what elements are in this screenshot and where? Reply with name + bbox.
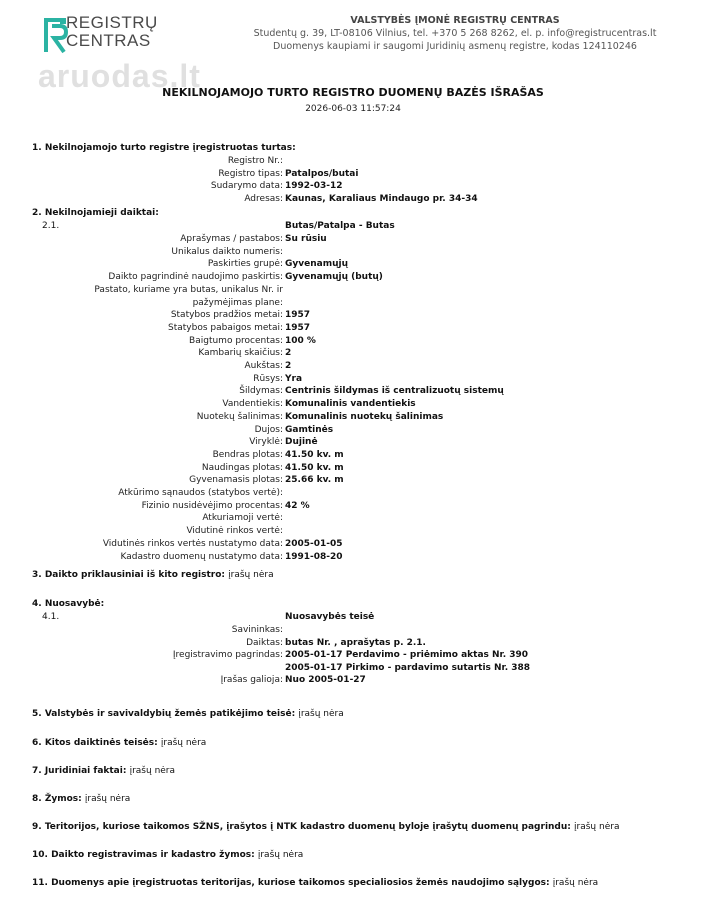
s4-row-label: Savininkas: (231, 625, 283, 635)
section-2-heading: 2. Nekilnojamieji daiktai: (32, 208, 159, 218)
s2-row-label: Baigtumo procentas: (189, 335, 283, 346)
s1-row-value: 1992-03-12 (285, 181, 343, 192)
s2-row-value: Gyvenamųjų (butų) (285, 272, 383, 283)
section-4-item-title: Nuosavybės teisė (285, 612, 375, 622)
s1-row-label: Registro tipas: (218, 168, 283, 179)
s2-row-value: Centrinis šildymas iš centralizuotų sistemų (285, 386, 504, 397)
s4-row-value: 2005-01-17 Perdavimo - priėmimo aktas Nr. 390 (285, 650, 529, 660)
s2-row-label: Viryklė: (249, 437, 283, 448)
section-4-heading: 4. Nuosavybė: (32, 599, 105, 609)
s2-row-value: 100 % (285, 335, 316, 346)
section-8 (32, 794, 130, 804)
s2-row-label: Aukštas: (244, 361, 283, 371)
org-note: Duomenys kaupiami ir saugomi Juridinių asmenų registre, kodas 124110246 (273, 41, 637, 52)
s4-row-value: Nuo 2005-01-27 (285, 675, 366, 685)
s2-row-value: Dujinė (285, 437, 318, 448)
org-name: VALSTYBĖS ĮMONĖ REGISTRŲ CENTRAS (350, 15, 560, 26)
section-5-heading: 5. Valstybės ir savivaldybių žemės patikėjimo teisė: (32, 709, 296, 719)
s1-row-label: Registro Nr.: (227, 156, 283, 166)
s2-row-label: Unikalus daikto numeris: (171, 246, 283, 257)
s2-row-value: Gamtinės (285, 424, 334, 435)
s2-row-label: Statybos pabaigos metai: (168, 322, 283, 333)
s2-row-value: Su rūsiu (285, 234, 327, 244)
section-2-item-number: 2.1. (42, 221, 60, 231)
section-11-heading: 11. Duomenys apie įregistruotas teritorijas, kuriose taikomos specialiosios žemės naudojimo sąlygos: (32, 878, 550, 888)
s2-row-value: 2005-01-05 (285, 538, 343, 549)
s2-row-label: Kambarių skaičius: (198, 348, 283, 359)
section-9-note: įrašų nėra (574, 822, 620, 832)
section-11 (32, 878, 598, 888)
document-title: NEKILNOJAMOJO TURTO REGISTRO DUOMENŲ BAZĖS IŠRAŠAS (162, 86, 544, 99)
section-6-note: įrašų nėra (160, 738, 207, 748)
section-1-heading: 1. Nekilnojamojo turto registre įregistruotas turtas: (32, 143, 296, 153)
section-9 (32, 822, 619, 832)
s2-row-label: Vidutinė rinkos vertė: (186, 526, 283, 537)
s4-row-value: 2005-01-17 Pirkimo - pardavimo sutartis Nr. 388 (285, 662, 531, 673)
s1-row-value: Kaunas, Karaliaus Mindaugo pr. 34-34 (285, 194, 478, 205)
section-8-note: įrašų nėra (84, 794, 131, 804)
s2-row-label: Atkuriamoji vertė: (202, 513, 283, 524)
section-2-item-title: Butas/Patalpa - Butas (285, 221, 395, 231)
s4-row-label: Įregistravimo pagrindas: (172, 650, 283, 660)
section-3-heading: 3. Daikto priklausiniai iš kito registro: (32, 570, 226, 580)
s2-row-label: Statybos pradžios metai: (170, 310, 283, 321)
s2-row-value: Komunalinis nuotekų šalinimas (285, 411, 444, 422)
section-3 (32, 570, 274, 580)
section-11-note: įrašų nėra (552, 878, 599, 888)
s2-row-label: Fizinio nusidėvėjimo procentas: (141, 500, 283, 511)
s2-row-value: 41.50 kv. m (285, 462, 344, 473)
s2-row-label: Aprašymas / pastabos: (180, 234, 283, 244)
section-10-note: įrašų nėra (257, 850, 304, 860)
section-4-item-number: 4.1. (42, 612, 60, 622)
logo-text-line2: CENTRAS (66, 31, 151, 50)
s2-row-label: Gyvenamasis plotas: (189, 475, 283, 486)
logo-text-line1: REGISTRŲ (66, 13, 158, 32)
s2-row-label: Naudingas plotas: (201, 462, 283, 473)
s1-row-label: Sudarymo data: (210, 181, 283, 192)
s2-row-value: 2 (285, 348, 292, 359)
s2-row-value: 41.50 kv. m (285, 449, 344, 460)
section-10-heading: 10. Daikto registravimas ir kadastro žymos: (32, 850, 255, 860)
section-9-heading: 9. Teritorijos, kuriose taikomos SŽNS, įrašytos į NTK kadastro duomenų byloje įrašytų duomenų pagrindu: (32, 822, 571, 832)
s2-row-value: 2 (285, 361, 292, 371)
s2-row-label: Kadastro duomenų nustatymo data: (120, 551, 283, 562)
s2-row-label: Atkūrimo sąnaudos (statybos vertė): (118, 488, 283, 498)
watermark: aruodas.lt (38, 58, 201, 94)
s2-row-value: 42 % (285, 500, 310, 511)
section-5-note: įrašų nėra (298, 709, 344, 719)
s1-row-value: Patalpos/butai (285, 168, 359, 179)
section-6 (32, 738, 206, 748)
org-address: Studentų g. 39, LT-08106 Vilnius, tel. +370 5 268 8262, el. p. info@registrucentras.lt (253, 28, 657, 39)
section-5 (32, 709, 344, 719)
s2-row-label: Vidutinės rinkos vertės nustatymo data: (102, 538, 283, 549)
organization-info (215, 14, 695, 53)
section-7-note: įrašų nėra (129, 766, 176, 776)
section-10 (32, 850, 303, 860)
s4-row-value: butas Nr. , aprašytas p. 2.1. (285, 637, 426, 648)
s2-row-value: 1957 (285, 322, 311, 333)
s2-row-label: pažymėjimas plane: (192, 297, 283, 308)
section-7 (32, 766, 175, 776)
s2-row-value: Yra (285, 373, 303, 384)
section-6-heading: 6. Kitos daiktinės teisės: (32, 738, 158, 748)
s2-row-label: Vandentiekis: (222, 399, 283, 410)
s2-row-label: Paskirties grupė: (207, 259, 283, 270)
s2-row-label: Bendras plotas: (212, 449, 283, 460)
s2-row-label: Daikto pagrindinė naudojimo paskirtis: (108, 272, 283, 283)
s4-row-label: Daiktas: (246, 637, 283, 648)
section-8-heading: 8. Žymos: (32, 794, 82, 804)
s2-row-value: 1957 (285, 310, 311, 321)
logo-text (66, 14, 158, 50)
document-datetime: 2026-06-03 11:57:24 (305, 104, 401, 114)
s2-row-label: Šildymas: (239, 386, 283, 397)
s2-row-label: Nuotekų šalinimas: (196, 411, 283, 422)
s2-row-value: Komunalinis vandentiekis (285, 399, 416, 410)
s2-row-label: Dujos: (254, 424, 283, 435)
s2-row-value: Gyvenamųjų (285, 259, 348, 270)
s2-row-value: 1991-08-20 (285, 551, 343, 562)
s4-row-label: Įrašas galioja: (220, 675, 283, 685)
s2-row-label: Pastato, kuriame yra butas, unikalus Nr. ir (94, 284, 283, 295)
s1-row-label: Adresas: (244, 194, 283, 205)
s2-row-value: 25.66 kv. m (285, 475, 344, 486)
s2-row-label: Rūsys: (253, 373, 283, 384)
section-7-heading: 7. Juridiniai faktai: (32, 766, 127, 776)
section-3-note: įrašų nėra (228, 570, 274, 580)
